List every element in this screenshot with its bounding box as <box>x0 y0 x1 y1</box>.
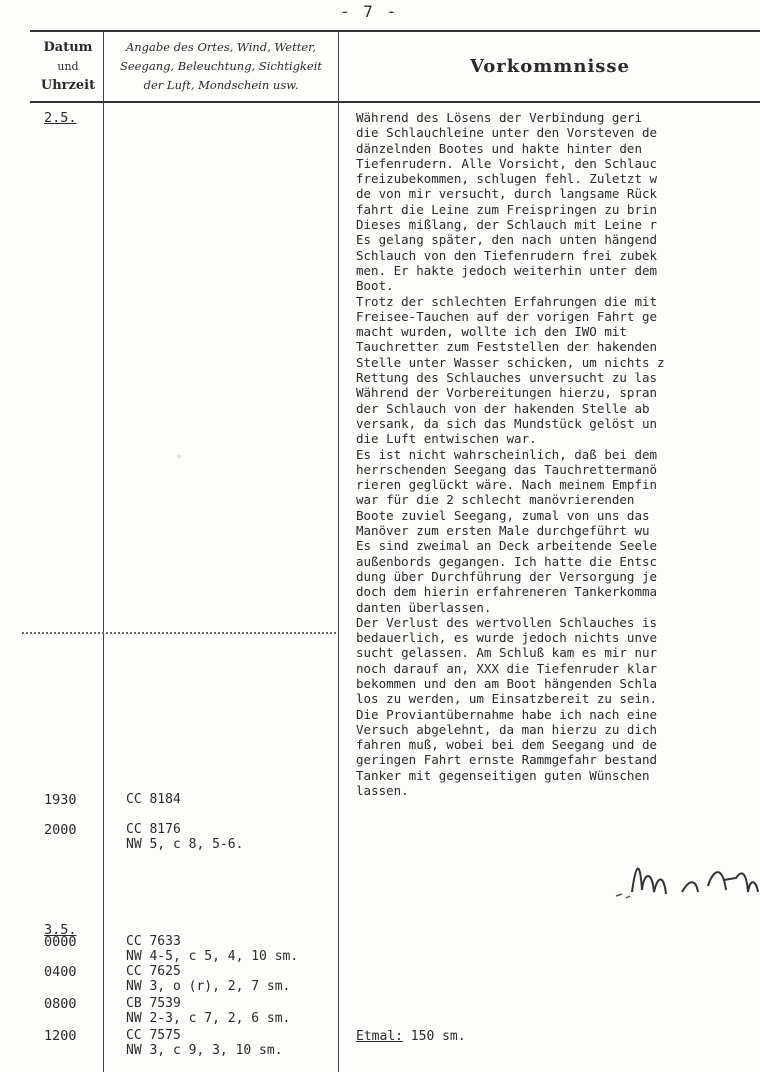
event-line: Während der Vorbereitungen hierzu, spran <box>356 385 658 401</box>
log-time: 0400 <box>44 964 77 980</box>
event-line: Rettung des Schlauches unversucht zu las <box>356 370 658 386</box>
event-line: dänzelnden Bootes und hakte hinter den <box>356 140 642 156</box>
event-line: Tauchretter zum Feststellen der hakenden <box>356 339 658 355</box>
header-date-column <box>34 38 102 95</box>
log-time: 1930 <box>44 792 77 808</box>
log-date: 2.5. <box>44 110 77 126</box>
event-line: Während des Lösens der Verbindung geri <box>356 110 642 125</box>
event-line: fahren muß, wobei bei dem Seegang und de <box>356 737 658 753</box>
log-location: CC 8176 NW 5, c 8, 5-6. <box>126 822 244 852</box>
log-time: 2000 <box>44 822 77 838</box>
event-line: geringen Fahrt ernste Rammgefahr bestand <box>356 752 658 768</box>
event-line: los zu werden, um Einsatzbereit zu sein. <box>356 691 658 707</box>
header-date-line: Uhrzeit <box>40 78 96 93</box>
header-rule <box>30 101 760 103</box>
event-line: Freisee-Tauchen auf der vorigen Fahrt ge <box>356 308 658 324</box>
etmal <box>356 1029 466 1044</box>
log-time: 1200 <box>44 1028 77 1044</box>
header-date-line: und <box>57 60 79 73</box>
column-divider-2 <box>338 31 339 1072</box>
event-line: bekommen und den am Boot hängenden Schla <box>356 675 658 691</box>
event-line: Tanker mit gegenseitigen guten Wünschen <box>356 767 650 783</box>
etmal-value: 150 sm. <box>410 1029 466 1044</box>
event-line: Trotz der schlechten Erfahrungen die mit <box>356 293 658 309</box>
event-line: sucht gelassen. Am Schluß kam es mir nur <box>356 645 658 661</box>
event-line: herrschenden Seegang das Tauchrettermanö <box>356 461 658 477</box>
header-date-line: Datum <box>43 40 93 55</box>
header-location-line: Angabe des Ortes, Wind, Wetter, <box>125 40 317 54</box>
event-line: dung über Durchführung der Versorgung je <box>356 568 658 584</box>
top-rule <box>30 30 760 32</box>
log-date: 3.5. <box>44 922 77 938</box>
event-line: Es sind zweimal an Deck arbeitende Seele <box>356 538 658 554</box>
event-line: Stelle unter Wasser schicken, um nichts z <box>356 354 665 370</box>
event-line: Die Proviantübernahme habe ich nach eine <box>356 706 658 722</box>
event-line: men. Er hakte jedoch weiterhin unter dem <box>356 262 658 278</box>
event-line: macht wurden, wollte ich den IWO mit <box>356 324 627 340</box>
event-line: war für die 2 schlecht manövrierenden <box>356 492 635 508</box>
event-line: Dieses mißlang, der Schlauch mit Leine r <box>356 217 658 233</box>
event-line: Manöver zum ersten Male durchgeführt wu <box>356 523 650 539</box>
header-events-column: Vorkommnisse <box>469 56 631 77</box>
event-line: fahrt die Leine zum Freispringen zu brin <box>356 201 658 217</box>
etmal-label: Etmal: <box>356 1029 403 1044</box>
event-line: danten überlassen. <box>356 599 492 615</box>
log-time: 0000 <box>44 934 77 950</box>
event-line: doch dem hierin erfahreneren Tankerkomma <box>356 584 658 600</box>
event-line: freizubekommen, schlugen fehl. Zuletzt w <box>356 171 658 187</box>
event-line: die Luft entwischen war. <box>356 431 537 447</box>
event-line: bedauerlich, es wurde jedoch nichts unve <box>356 630 658 646</box>
event-line: der Schlauch von der hakenden Stelle ab <box>356 400 650 416</box>
event-line: versank, da sich das Mundstück gelöst un <box>356 415 658 431</box>
log-time: 0800 <box>44 996 77 1012</box>
event-line: Boot. <box>356 278 394 294</box>
log-location: CC 8184 <box>126 792 181 807</box>
event-line: Schlauch von den Tiefenrudern frei zubek <box>356 247 658 263</box>
dotted-separator <box>22 632 336 634</box>
event-line: Tiefenrudern. Alle Vorsicht, den Schlauc <box>356 155 658 171</box>
header-location-column <box>106 38 336 95</box>
event-line: Boote zuviel Seegang, zumal von uns das <box>356 507 650 523</box>
event-line: Es ist nicht wahrscheinlich, daß bei dem <box>356 446 658 462</box>
event-line: Der Verlust des wertvollen Schlauches is <box>356 614 658 630</box>
log-location: CC 7575 NW 3, c 9, 3, 10 sm. <box>126 1028 283 1058</box>
log-location: CC 7633 NW 4-5, c 5, 4, 10 sm. <box>126 934 299 964</box>
log-location: CC 7625 NW 3, o (r), 2, 7 sm. <box>126 964 291 994</box>
events-text <box>356 110 760 798</box>
header-location-line: Seegang, Beleuchtung, Sichtigkeit <box>119 59 323 73</box>
event-line: rieren geglückt wäre. Nach meinem Empfin <box>356 477 658 493</box>
event-line: Versuch abgelehnt, da man hierzu zu dich <box>356 721 658 737</box>
log-location: CB 7539 NW 2-3, c 7, 2, 6 sm. <box>126 996 291 1026</box>
page-number: - 7 - <box>340 2 399 21</box>
paper-mark: ◦ <box>176 452 183 463</box>
event-line: Es gelang später, den nach unten hängend <box>356 232 658 248</box>
column-divider-1 <box>103 31 104 1072</box>
event-line: lassen. <box>356 783 409 799</box>
event-line: außenbords gegangen. Ich hatte die Entsc <box>356 553 658 569</box>
event-line: noch darauf an, XXX die Tiefenruder klar <box>356 660 658 676</box>
event-line: de von mir versucht, durch langsame Rück <box>356 186 658 202</box>
handwritten-signature <box>612 852 760 902</box>
event-line: die Schlauchleine unter den Vorsteven de <box>356 125 658 141</box>
header-location-line: der Luft, Mondschein usw. <box>143 78 299 92</box>
